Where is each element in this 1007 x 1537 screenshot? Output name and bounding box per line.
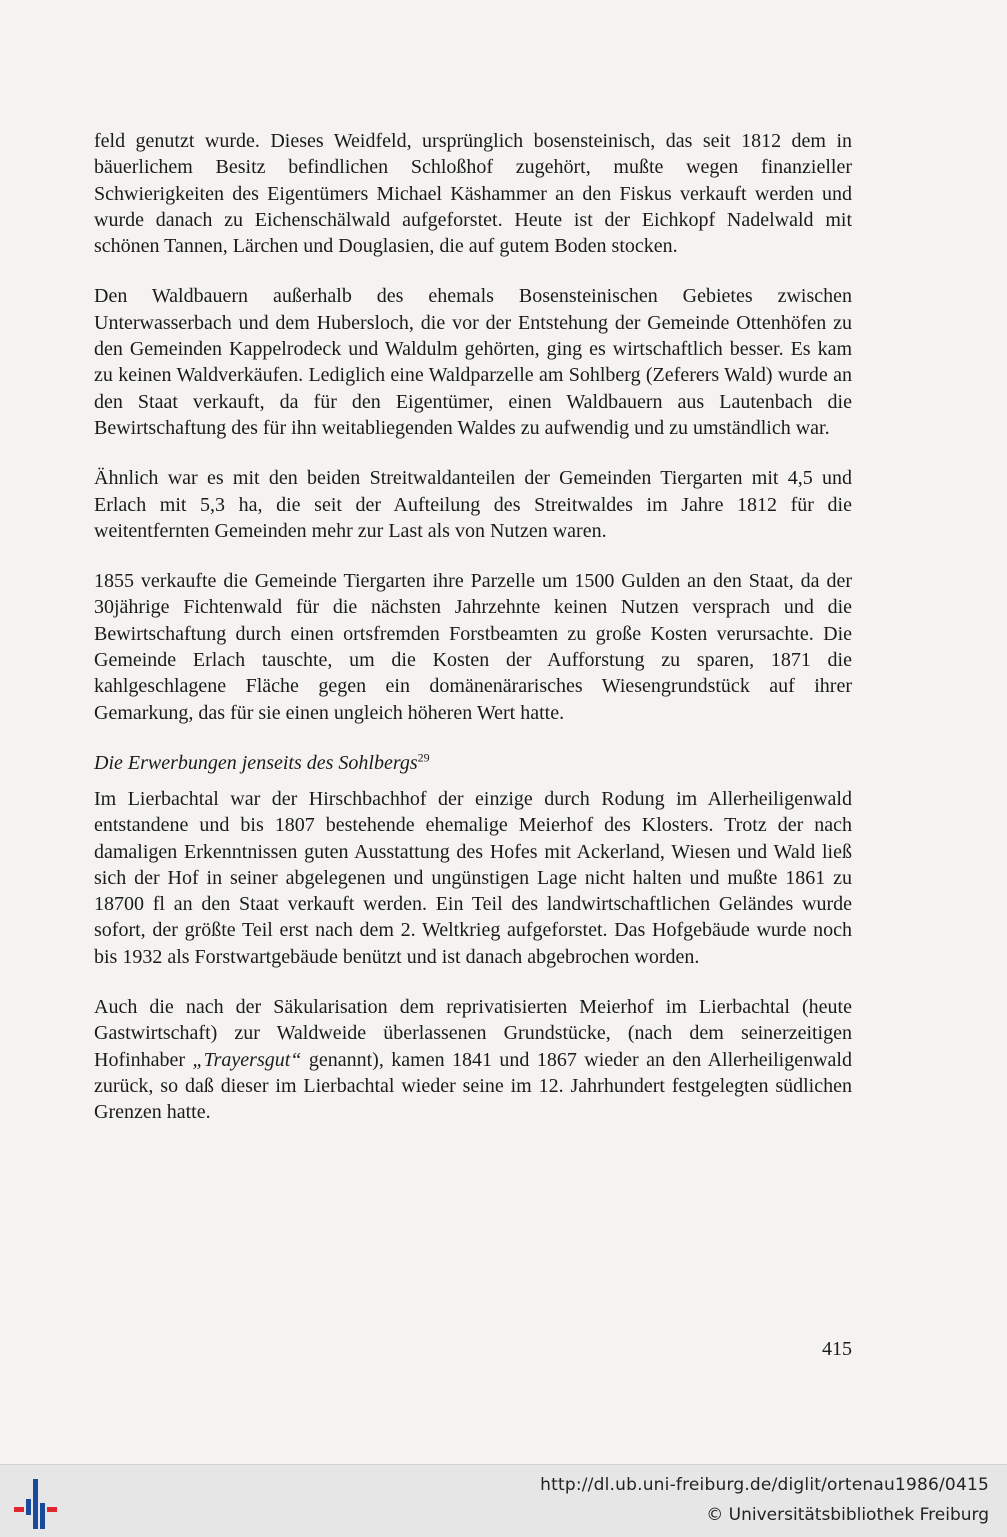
paragraph-6-italic: „Trayersgut“ [192, 1048, 302, 1071]
paragraph-5: Im Lierbachtal war der Hirschbachhof der einzige durch Rodung im Allerheiligenwald entstandene und bis 1807 bestehende ehemalige Meierhof des Klosters. Trotz der nach damaligen Erkenntnissen guten Ausstattung des Hofes mit Ackerland, Wiesen und Wald ließ sich der Hof in seiner abgelegenen und ungünstigen Lage nicht halten und mußte 1861 zu 18700 fl an den Staat verkauft werden. Ein Teil des landwirtschaftlichen Geländes wurde sofort, der größte Teil erst nach dem 2. Weltkrieg aufgeforstet. Das Hofgebäude wurde noch bis 1932 als Forstwartgebäude benützt und ist danach abgebrochen worden. [94, 787, 852, 968]
section-heading [94, 750, 852, 776]
paragraph-6 [94, 994, 852, 1125]
page-number: 415 [822, 1338, 852, 1360]
paragraph-6-part-2: genannt), kamen 1841 und 1867 wieder an den Allerheiligenwald zurück, so daß dieser im Lierbachtal wieder seine im 12. Jahrhundert festgelegten südlichen Grenzen hatte. [94, 1048, 852, 1124]
paragraph-6-part-1: Auch die nach der Säkularisation dem reprivatisierten Meierhof im Lierbachtal (heute Gastwirtschaft) zur Waldweide überlassenen Grundstücke, (nach dem seinerzeitigen Hofinhaber [94, 996, 852, 1071]
ub-freiburg-logo-icon [10, 1473, 66, 1533]
paragraph-4: 1855 verkaufte die Gemeinde Tiergarten ihre Parzelle um 1500 Gulden an den Staat, da der 30jährige Fichtenwald für die nächsten Jahrzehnte keinen Nutzen versprach und die Bewirtschaftung durch einen ortsfremden Forstbeamten zu große Kosten verursachte. Die Gemeinde Erlach tauschte, um die Kosten der Aufforstung zu sparen, 1871 die kahlgeschlagene Fläche gegen ein domänenärarisches Wiesengrundstück auf ihrer Gemarkung, das für sie einen ungleich höheren Wert hatte. [94, 570, 852, 724]
paragraph-2: Den Waldbauern außerhalb des ehemals Bosensteinischen Gebietes zwischen Unterwasserbach und dem Hubersloch, die vor der Entstehung der Gemeinde Ottenhöfen zu den Gemeinden Kappelrodeck und Waldulm gehörten, ging es wirtschaftlich besser. Es kam zu keinen Waldverkäufen. Lediglich eine Waldparzelle am Sohlberg (Zeferers Wald) wurde an den Staat verkauft, da für den Eigentümer, einen Waldbauern aus Lautenbach die Bewirtschaftung des für ihn weitabliegenden Waldes zu aufwendig und zu umständlich war. [94, 285, 852, 439]
footer-url-link[interactable]: http://dl.ub.uni-freiburg.de/diglit/ortenau1986/0415 [540, 1475, 989, 1495]
paragraph-1: feld genutzt wurde. Dieses Weidfeld, ursprünglich bosensteinisch, das seit 1812 dem in bäuerlichem Besitz befindlichen Schloßhof zugehört, mußte wegen finanzieller Schwierigkeiten des Eigentümers Michael Käshammer an den Fiskus verkauft werden und wurde danach zu Eichenschälwald aufgeforstet. Heute ist der Eichkopf Nadelwald mit schönen Tannen, Lärchen und Douglasien, die auf gutem Boden stocken. [94, 130, 852, 258]
body-text [94, 128, 852, 1150]
footer-bar [0, 1464, 1007, 1537]
footer-copyright: © Universitätsbibliothek Freiburg [706, 1505, 989, 1525]
section-heading-text: Die Erwerbungen jenseits des Sohlbergs [94, 751, 418, 774]
paragraph-3: Ähnlich war es mit den beiden Streitwaldanteilen der Gemeinden Tiergarten mit 4,5 und Erlach mit 5,3 ha, die seit der Aufteilung des Streitwaldes im Jahre 1812 für die weitentfernten Gemeinden mehr zur Last als von Nutzen waren. [94, 467, 852, 542]
footnote-marker[interactable]: 29 [417, 750, 430, 765]
